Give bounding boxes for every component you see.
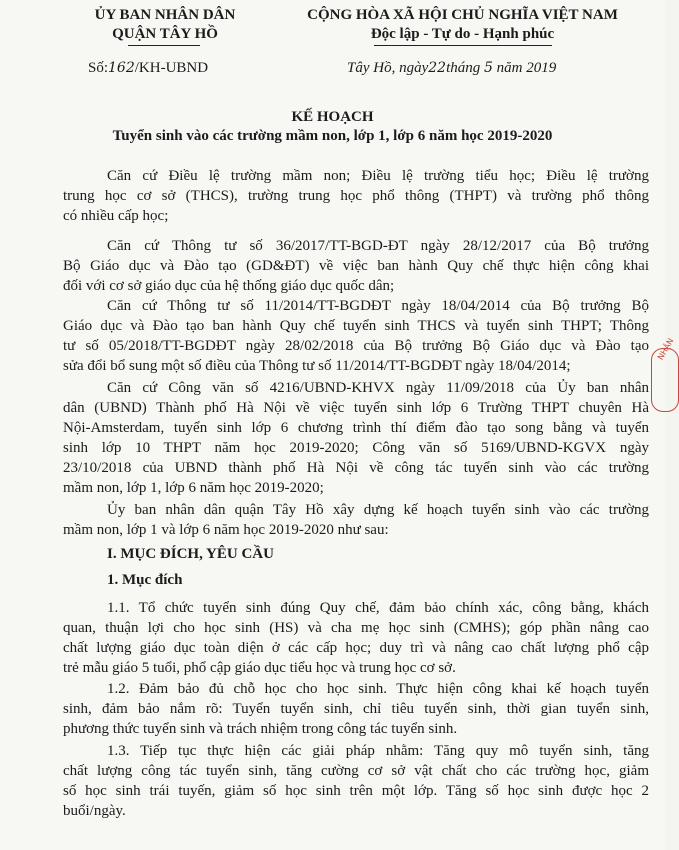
agency-underline: [128, 45, 200, 46]
paragraph-purpose-1-3: 1.3. Tiếp tục thực hiện các giải pháp nhằm: Tăng quy mô tuyển sinh, tăng chất lượng công tác tuyển sinh, tăng cường cơ sở vật chất cho các trường học, giảm số học sinh trái tuyến, giảm số học sinh trên một lớp. Tăng số học sinh được học 2 buổi/ngày.: [63, 743, 649, 819]
subsection-heading-1-1: 1. Mục đích: [107, 572, 183, 588]
stamp-text: NHẬN: [656, 336, 676, 362]
motto-underline: [374, 45, 552, 46]
document-date: Tây Hồ, ngày22tháng 5 năm 2019: [347, 60, 557, 76]
handwritten-day: 22: [428, 60, 447, 76]
paragraph-legal-basis-4: Căn cứ Công văn số 4216/UBND-KHVX ngày 11/09/2018 của Ủy ban nhân dân (UBND) Thành phố Hà Nội về việc tuyển sinh lớp 6 Trường THPT chuyên Hà Nội-Amsterdam, tuyển sinh lớp 6 chương trình thí điểm đào tạo song bằng và tuyển sinh lớp 10 THPT năm học 2019-2020; Công văn số 5169/UBND-KGVX ngày 23/10/2018 của UBND thành phố Hà Nội về công tác tuyển sinh vào các trường mầm non, lớp 1, lớp 6 năm học 2019-2020;: [63, 380, 649, 496]
received-stamp: [651, 336, 679, 412]
national-motto: [270, 6, 655, 44]
title-main: KẾ HOẠCH: [291, 109, 374, 125]
paragraph-purpose-1-1: 1.1. Tổ chức tuyển sinh đúng Quy chế, đảm bảo chính xác, công bằng, khách quan, thuận lợi cho học sinh (HS) và cha mẹ học sinh (CMHS); góp phần nâng cao chất lượng giáo dục toàn diện ở các cấp học; duy trì và nâng cao chất lượng phổ cập trẻ mẫu giáo 5 tuổi, phổ cập giáo dục tiểu học và trung học cơ sở.: [63, 600, 649, 676]
title-subtitle: Tuyển sinh vào các trường mầm non, lớp 1, lớp 6 năm học 2019-2020: [112, 128, 553, 144]
paragraph-introduction: Ủy ban nhân dân quận Tây Hồ xây dựng kế hoạch tuyển sinh vào các trường mầm non, lớp 1 và lớp 6 năm học 2019-2020 như sau:: [63, 502, 649, 538]
agency-line-1: ỦY BAN NHÂN DÂN: [94, 7, 236, 23]
nation-line-2: Độc lập - Tự do - Hạnh phúc: [370, 26, 555, 42]
handwritten-month: 5: [484, 60, 493, 76]
paragraph-legal-basis-3: Căn cứ Thông tư số 11/2014/TT-BGDĐT ngày 18/04/2014 của Bộ trưởng Bộ Giáo dục và Đào tạo ban hành Quy chế tuyển sinh THCS và tuyển sinh THPT; Thông tư số 05/2018/TT-BGDĐT ngày 28/02/2018 của Bộ trưởng Bộ Giáo dục và Đào tạo sửa đổi bổ sung một số điều của Thông tư số 11/2014/TT-BGDĐT ngày 18/04/2014;: [63, 298, 649, 374]
issuing-agency: [60, 6, 270, 44]
handwritten-number: 162: [108, 60, 135, 76]
paragraph-legal-basis-2: Căn cứ Thông tư số 36/2017/TT-BGD-ĐT ngày 28/12/2017 của Bộ trưởng Bộ Giáo dục và Đào tạo (GD&ĐT) về việc ban hành Quy chế thực hiện công khai đối với cơ sở giáo dục của hệ thống giáo dục quốc dân;: [63, 238, 649, 294]
nation-line-1: CỘNG HÒA XÃ HỘI CHỦ NGHĨA VIỆT NAM: [307, 7, 618, 23]
section-heading-1: I. MỤC ĐÍCH, YÊU CẦU: [107, 546, 274, 562]
document-number: Số:162/KH-UBND: [88, 60, 209, 76]
agency-line-2: QUẬN TÂY HỒ: [112, 26, 218, 42]
paragraph-legal-basis-1: Căn cứ Điều lệ trường mầm non; Điều lệ trường tiểu học; Điều lệ trường trung học cơ sở (THCS), trường trung học phổ thông (THPT) và trường phổ thông có nhiều cấp học;: [63, 168, 649, 224]
document-title: [0, 108, 665, 146]
paragraph-purpose-1-2: 1.2. Đảm bảo đủ chỗ học cho học sinh. Thực hiện công khai kế hoạch tuyển sinh, đảm bảo nắm rõ: Tuyển tuyển sinh, chỉ tiêu tuyển sinh, thời gian tuyển sinh, phương thức tuyển sinh và trách nhiệm trong công tác tuyển sinh.: [63, 681, 649, 737]
